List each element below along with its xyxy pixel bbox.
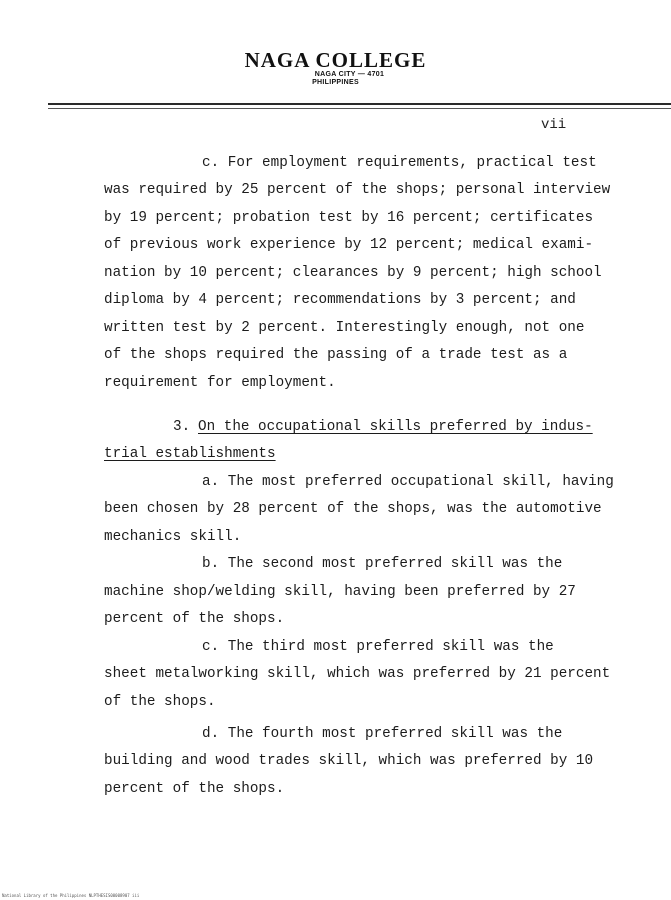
- text-line: c. The third most preferred skill was the: [202, 639, 554, 655]
- text-line: building and wood trades skill, which was preferred by 10: [104, 753, 594, 769]
- letterhead-title: NAGA COLLEGE: [244, 48, 427, 72]
- text-line: been chosen by 28 percent of the shops, was the automotive: [104, 501, 602, 517]
- section-heading-cont: trial establishments: [104, 446, 276, 462]
- page-number: vii: [541, 117, 567, 133]
- text-line: c. For employment requirements, practical test: [202, 155, 597, 171]
- letterhead-country: PHILIPPINES: [312, 79, 359, 86]
- text-line: of previous work experience by 12 percent; medical exami-: [104, 237, 594, 253]
- header-rule: [48, 103, 671, 105]
- section-number: 3.: [173, 419, 191, 435]
- text-line: mechanics skill.: [104, 529, 242, 545]
- text-line: a. The most preferred occupational skill, having: [202, 474, 614, 490]
- text-line: of the shops required the passing of a trade test as a: [104, 347, 568, 363]
- text-line: percent of the shops.: [104, 611, 285, 627]
- text-line: b. The second most preferred skill was the: [202, 556, 563, 572]
- text-line: machine shop/welding skill, having been preferred by 27: [104, 584, 576, 600]
- text-line: diploma by 4 percent; recommendations by 3 percent; and: [104, 292, 576, 308]
- header-rule-thin: [48, 108, 671, 109]
- text-line: written test by 2 percent. Interestingly enough, not one: [104, 320, 585, 336]
- text-line: percent of the shops.: [104, 781, 285, 797]
- text-line: by 19 percent; probation test by 16 percent; certificates: [104, 210, 594, 226]
- text-line: d. The fourth most preferred skill was the: [202, 726, 563, 742]
- text-line: of the shops.: [104, 694, 216, 710]
- scan-footer: National Library of the Philippines NLPTHESIS00008907 iii: [2, 893, 140, 898]
- text-line: was required by 25 percent of the shops; personal interview: [104, 182, 611, 198]
- letterhead-city: NAGA CITY — 4701: [314, 71, 385, 78]
- text-line: nation by 10 percent; clearances by 9 percent; high school: [104, 265, 602, 281]
- text-line: sheet metalworking skill, which was preferred by 21 percent: [104, 666, 611, 682]
- text-line: requirement for employment.: [104, 375, 336, 391]
- section-heading: On the occupational skills preferred by indus-: [198, 419, 593, 435]
